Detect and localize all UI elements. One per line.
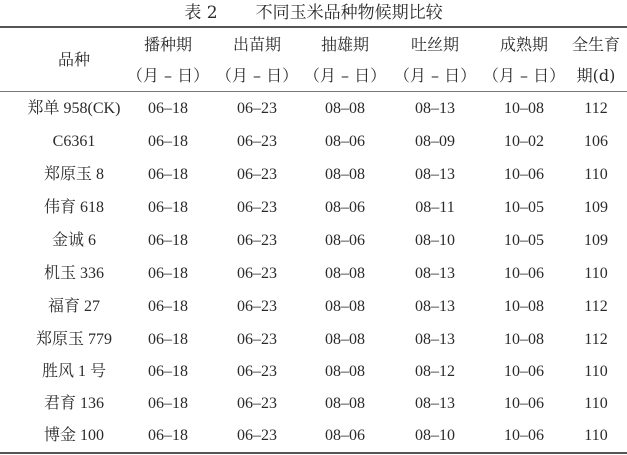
- tasseling-cell: 08–06: [325, 133, 365, 150]
- table-title: 不同玉米品种物候期比较: [255, 3, 443, 23]
- tasseling-cell: 08–08: [325, 166, 365, 183]
- emergence-cell: 06–23: [237, 298, 277, 315]
- maturity-cell: 10–02: [504, 133, 544, 150]
- header-tasseling: 抽雄期: [320, 35, 369, 54]
- variety-cell: 郑单 958(CK): [27, 100, 121, 117]
- sowing-cell: 06–18: [148, 133, 188, 150]
- table-row: [0, 356, 627, 388]
- emergence-cell: 06–23: [237, 133, 277, 150]
- days-cell: 112: [584, 100, 608, 117]
- silking-cell: 08–13: [415, 166, 455, 183]
- days-cell: 106: [584, 133, 608, 150]
- table-row: [0, 324, 627, 356]
- table-row: [0, 159, 627, 191]
- variety-cell: 胜风 1 号: [41, 363, 106, 380]
- emergence-cell: 06–23: [237, 166, 277, 183]
- tasseling-cell: 08–08: [325, 265, 365, 282]
- header-tasseling-unit: （月 – 日）: [303, 66, 387, 85]
- maturity-cell: 10–06: [504, 395, 544, 412]
- header-sowing-unit: （月 – 日）: [126, 66, 210, 85]
- tasseling-cell: 08–06: [325, 427, 365, 444]
- table-row: [0, 192, 627, 224]
- header-sowing: 播种期: [143, 35, 192, 54]
- table-caption: [0, 2, 627, 24]
- maturity-cell: 10–05: [504, 199, 544, 216]
- tasseling-cell: 08–08: [325, 100, 365, 117]
- days-cell: 110: [584, 363, 608, 380]
- tasseling-cell: 08–08: [325, 331, 365, 348]
- silking-cell: 08–13: [415, 265, 455, 282]
- header-growth-period: 全生育: [571, 35, 620, 54]
- days-cell: 109: [584, 199, 608, 216]
- emergence-cell: 06–23: [237, 395, 277, 412]
- bottom-rule: [0, 452, 627, 454]
- silking-cell: 08–13: [415, 331, 455, 348]
- silking-cell: 08–10: [415, 232, 455, 249]
- maturity-cell: 10–06: [504, 363, 544, 380]
- header-maturity: 成熟期: [499, 35, 548, 54]
- maturity-cell: 10–08: [504, 100, 544, 117]
- silking-cell: 08–12: [415, 363, 455, 380]
- tasseling-cell: 08–08: [325, 395, 365, 412]
- days-cell: 110: [584, 395, 608, 412]
- top-rule: [0, 26, 627, 28]
- header-silking: 吐丝期: [410, 35, 459, 54]
- sowing-cell: 06–18: [148, 199, 188, 216]
- tasseling-cell: 08–08: [325, 298, 365, 315]
- table-row: [0, 291, 627, 323]
- sowing-cell: 06–18: [148, 395, 188, 412]
- sowing-cell: 06–18: [148, 232, 188, 249]
- table-row: [0, 126, 627, 158]
- silking-cell: 08–13: [415, 100, 455, 117]
- sowing-cell: 06–18: [148, 100, 188, 117]
- variety-cell: 郑原玉 8: [43, 166, 104, 183]
- header-silking-unit: （月 – 日）: [393, 66, 477, 85]
- silking-cell: 08–13: [415, 298, 455, 315]
- tasseling-cell: 08–06: [325, 232, 365, 249]
- variety-cell: 郑原玉 779: [35, 331, 112, 348]
- silking-cell: 08–11: [415, 199, 455, 216]
- silking-cell: 08–09: [415, 133, 455, 150]
- maturity-cell: 10–08: [504, 298, 544, 315]
- header-growth-period-unit: 期(d): [576, 66, 616, 85]
- header-variety: 品种: [57, 50, 90, 69]
- table-row: [0, 258, 627, 290]
- variety-cell: C6361: [52, 133, 96, 150]
- days-cell: 112: [584, 298, 608, 315]
- tasseling-cell: 08–08: [325, 363, 365, 380]
- maturity-cell: 10–05: [504, 232, 544, 249]
- variety-cell: 机玉 336: [43, 265, 104, 282]
- sowing-cell: 06–18: [148, 427, 188, 444]
- silking-cell: 08–13: [415, 395, 455, 412]
- emergence-cell: 06–23: [237, 331, 277, 348]
- table-row: [0, 420, 627, 452]
- table-row: [0, 93, 627, 125]
- days-cell: 112: [584, 331, 608, 348]
- table-row: [0, 225, 627, 257]
- table-row: [0, 388, 627, 420]
- header-emergence-unit: （月 – 日）: [215, 66, 299, 85]
- sowing-cell: 06–18: [148, 331, 188, 348]
- header-maturity-unit: （月 – 日）: [482, 66, 566, 85]
- silking-cell: 08–10: [415, 427, 455, 444]
- variety-cell: 福育 27: [47, 298, 100, 315]
- days-cell: 110: [584, 166, 608, 183]
- variety-cell: 伟育 618: [43, 199, 104, 216]
- emergence-cell: 06–23: [237, 265, 277, 282]
- maturity-cell: 10–08: [504, 331, 544, 348]
- table-number: 表 2: [184, 3, 218, 23]
- variety-cell: 金诚 6: [51, 232, 96, 249]
- sowing-cell: 06–18: [148, 265, 188, 282]
- days-cell: 110: [584, 265, 608, 282]
- variety-cell: 君育 136: [43, 395, 104, 412]
- emergence-cell: 06–23: [237, 232, 277, 249]
- days-cell: 110: [584, 427, 608, 444]
- emergence-cell: 06–23: [237, 199, 277, 216]
- emergence-cell: 06–23: [237, 100, 277, 117]
- maturity-cell: 10–06: [504, 166, 544, 183]
- emergence-cell: 06–23: [237, 363, 277, 380]
- sowing-cell: 06–18: [148, 298, 188, 315]
- sowing-cell: 06–18: [148, 363, 188, 380]
- maturity-cell: 10–06: [504, 427, 544, 444]
- tasseling-cell: 08–06: [325, 199, 365, 216]
- header-rule: [0, 91, 627, 92]
- header-emergence: 出苗期: [232, 35, 281, 54]
- maturity-cell: 10–06: [504, 265, 544, 282]
- days-cell: 109: [584, 232, 608, 249]
- emergence-cell: 06–23: [237, 427, 277, 444]
- variety-cell: 博金 100: [43, 427, 104, 444]
- sowing-cell: 06–18: [148, 166, 188, 183]
